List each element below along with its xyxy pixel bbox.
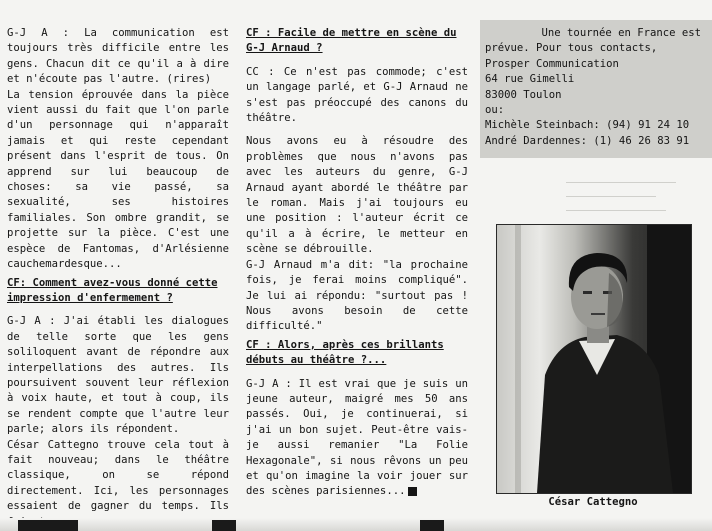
info-line: 83000 Toulon	[485, 88, 562, 101]
portrait-photo	[496, 224, 692, 494]
info-line: 64 rue Gimelli	[485, 73, 575, 86]
answer-paragraph: CC : Ce n'est pas commode; c'est un langage parlé, et G-J Arnaud ne s'est pas préoccupé des canons du théâtre.	[246, 65, 468, 125]
answer-paragraph: G-J A : La communication est toujours très difficile entre les gens. Chacun dit ce qu'il a à dire et n'écoute pas l'autre. (rires)	[7, 27, 229, 86]
cut-off-heading-fragment	[18, 520, 78, 531]
info-line: Une tournée en France est	[541, 27, 701, 39]
answer-paragraph: G-J A : J'ai établi les dialogues de telle sorte que les gens soliloquent avant de répondre aux interpellations des autres. Ils poursuivent souvent leur réflexion à voix haute, et tout à coup, ils se rendent compte que l'autre leur parle; alors ils répondent.	[7, 315, 229, 436]
info-line: Prosper Communication	[485, 57, 619, 70]
body-paragraph: La tension éprouvée dans la pièce vient aussi du fait que l'on parle d'un personnage qui n'apparaît jamais et qui reste cependant présent dans l'esprit de tous. On apprend sur lui beaucoup de choses: sa vie passé, sa sexualité, ses histoires familiales. Son ombre grandit, se projette sur la pièce. C'est une espèce de Fantomas, d'Arlésienne cauchemardesque...	[7, 88, 229, 271]
question-heading: CF : Alors, après ces brillants débuts au théâtre ?...	[246, 338, 444, 367]
body-paragraph: G-J Arnaud m'a dit: "la prochaine fois, je ferai moins compliqué". Je lui ai répondu: "surtout pas ! Nous avons besoin de cette difficulté."	[246, 258, 468, 333]
contact-info	[485, 26, 707, 149]
end-of-article-mark	[408, 487, 417, 496]
bleed-through-mark	[566, 196, 656, 197]
bleed-through-mark	[566, 210, 666, 211]
bottom-edge	[0, 518, 712, 531]
bleed-through-mark	[566, 182, 676, 183]
question-heading: CF : Facile de mettre en scène du G-J Arnaud ?	[246, 27, 457, 55]
portrait-illustration	[497, 225, 691, 493]
cut-off-heading-fragment	[420, 520, 444, 531]
question-heading: CF: Comment avez-vous donné cette impression d'enfermement ?	[7, 276, 218, 304]
cut-off-heading-fragment	[212, 520, 236, 531]
answer-paragraph	[246, 377, 468, 500]
info-line: prévue. Pour tous contacts,	[485, 42, 658, 55]
body-paragraph: Nous avons eu à résoudre des problèmes que nous n'avons pas avec les auteurs du genre, G-J Arnaud ayant abordé le théâtre par le roman. Mais j'ai toujours eu une position : l'auteur écrit ce qu'il a à écrire, le metteur en scène se débrouille.	[246, 135, 468, 256]
column-2	[246, 26, 468, 500]
info-line: ou:	[485, 104, 505, 117]
info-line: Michèle Steinbach: (94) 91 24 10	[485, 119, 690, 132]
column-1	[7, 26, 229, 530]
answer-text: G-J A : Il est vrai que je suis un jeune auteur, maigré mes 50 ans passés. Oui, je continuerai, si j'ai un bon sujet. Peut-être vais-je aussi remanier "La Folie Hexagonale", si nous rêvons un peu et qu'on imagine la voir jouer sur des scènes parisiennes...	[246, 377, 468, 498]
body-paragraph: César Cattegno trouve cela tout à fait nouveau; dans le théâtre classique, on se répond directement. Ici, les personnages essaient de gagner du temps. Ils	[7, 438, 229, 513]
photo-caption: César Cattegno	[548, 496, 638, 508]
info-line: André Dardennes: (1) 46 26 83 91	[485, 134, 690, 147]
